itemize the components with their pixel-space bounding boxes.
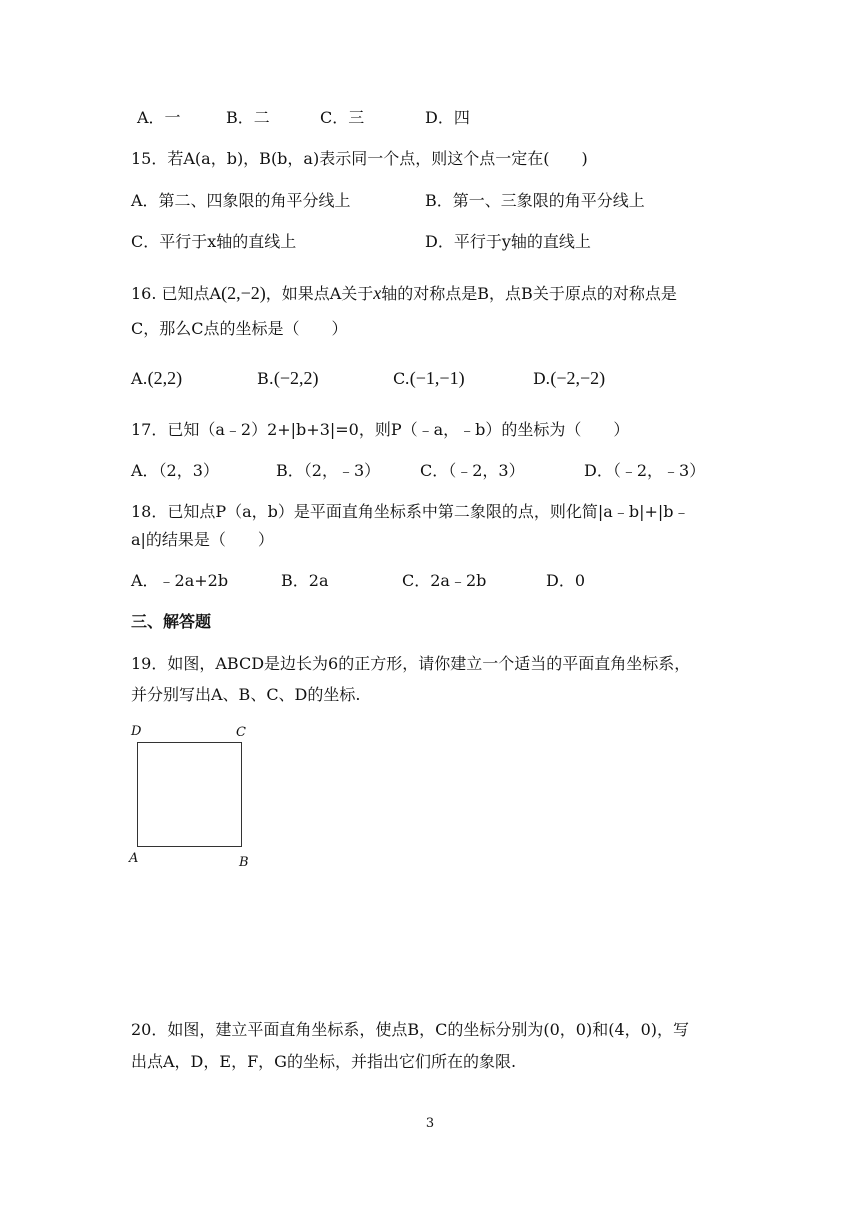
q16-option-d <box>533 369 605 387</box>
q18-stem-line2: a|的结果是（ ） <box>131 530 274 549</box>
q17-option-b: B．（2，﹣3） <box>276 461 381 480</box>
q15-options-row2 <box>0 234 860 256</box>
q15-option-d: D．平行于y轴的直线上 <box>425 232 591 251</box>
q18-option-d: D．0 <box>546 571 586 590</box>
q16-option-a <box>131 369 182 387</box>
q20-stem-line1: 20．如图，建立平面直角坐标系，使点B，C的坐标分别为(0，0)和(4，0)，写 <box>131 1020 690 1039</box>
q14-option-d: D．四 <box>425 108 470 127</box>
vertex-label-c: C <box>236 725 246 740</box>
q16-option-b-letter: B. <box>257 369 274 388</box>
q15-stem: 15．若A(a，b)，B(b，a)表示同一个点，则这个点一定在( ) <box>131 149 588 168</box>
q15-option-c: C．平行于x轴的直线上 <box>131 232 297 251</box>
q19-stem-line1: 19．如图，ABCD是边长为6的正方形，请你建立一个适当的平面直角坐标系， <box>131 654 691 673</box>
q16-option-d-value: (−2,−2) <box>550 368 606 388</box>
q14-options <box>0 110 860 132</box>
q16-stem-line1 <box>131 284 677 302</box>
q17-option-d: D．（﹣2，﹣3） <box>584 461 706 480</box>
q14-option-a: A．一 <box>137 108 181 127</box>
q17-options <box>0 463 860 485</box>
q15-option-a: A．第二、四象限的角平分线上 <box>131 191 351 210</box>
vertex-label-d: D <box>131 724 142 739</box>
square-figure <box>128 725 258 875</box>
q14-option-b: B．二 <box>226 108 270 127</box>
q18-option-a: A．﹣2a+2b <box>131 571 229 590</box>
q16-stem-part2: ，如果点A关于 <box>265 284 374 303</box>
q18-option-c: C．2a﹣2b <box>402 571 487 590</box>
q17-stem: 17．已知（a﹣2）2+|b+3|=0，则P（﹣a，﹣b）的坐标为（ ） <box>131 420 630 439</box>
page-number: 3 <box>425 1116 435 1131</box>
q16-option-c <box>393 369 465 387</box>
q16-stem-line2: C，那么C点的坐标是（ ） <box>131 319 348 338</box>
q16-options <box>0 369 860 391</box>
vertex-label-b: B <box>239 855 249 870</box>
q17-option-a: A．（2，3） <box>131 461 219 480</box>
q14-option-c: C．三 <box>320 108 365 127</box>
q16-option-d-letter: D. <box>533 369 551 388</box>
q16-point-a: (2,−2) <box>221 283 266 303</box>
q19-stem-line2: 并分别写出A、B、C、D的坐标. <box>131 685 361 704</box>
q15-option-b: B．第一、三象限的角平分线上 <box>425 191 645 210</box>
q18-option-b: B．2a <box>281 571 329 590</box>
q16-option-b-value: (−2,2) <box>273 368 319 388</box>
q16-option-b <box>257 369 318 387</box>
q16-option-a-value: (2,2) <box>147 368 183 388</box>
q16-stem-part3: 轴的对称点是B，点B关于原点的对称点是 <box>381 284 677 303</box>
q15-options-row1 <box>0 193 860 215</box>
section-heading: 三、解答题 <box>131 612 212 631</box>
q18-options <box>0 573 860 595</box>
q16-option-c-value: (−1,−1) <box>409 368 465 388</box>
q16-stem-part1: 16. 已知点A <box>131 284 222 303</box>
q20-stem-line2: 出点A，D，E，F，G的坐标，并指出它们所在的象限. <box>131 1052 517 1071</box>
q17-option-c: C．（﹣2，3） <box>420 461 525 480</box>
q16-option-c-letter: C. <box>393 369 410 388</box>
vertex-label-a: A <box>129 851 139 866</box>
q16-option-a-letter: A. <box>131 369 148 388</box>
q16-axis-var: x <box>373 283 382 303</box>
q18-stem-line1: 18．已知点P（a，b）是平面直角坐标系中第二象限的点，则化简|a﹣b|+|b﹣ <box>131 502 690 521</box>
square-abcd <box>137 742 242 847</box>
